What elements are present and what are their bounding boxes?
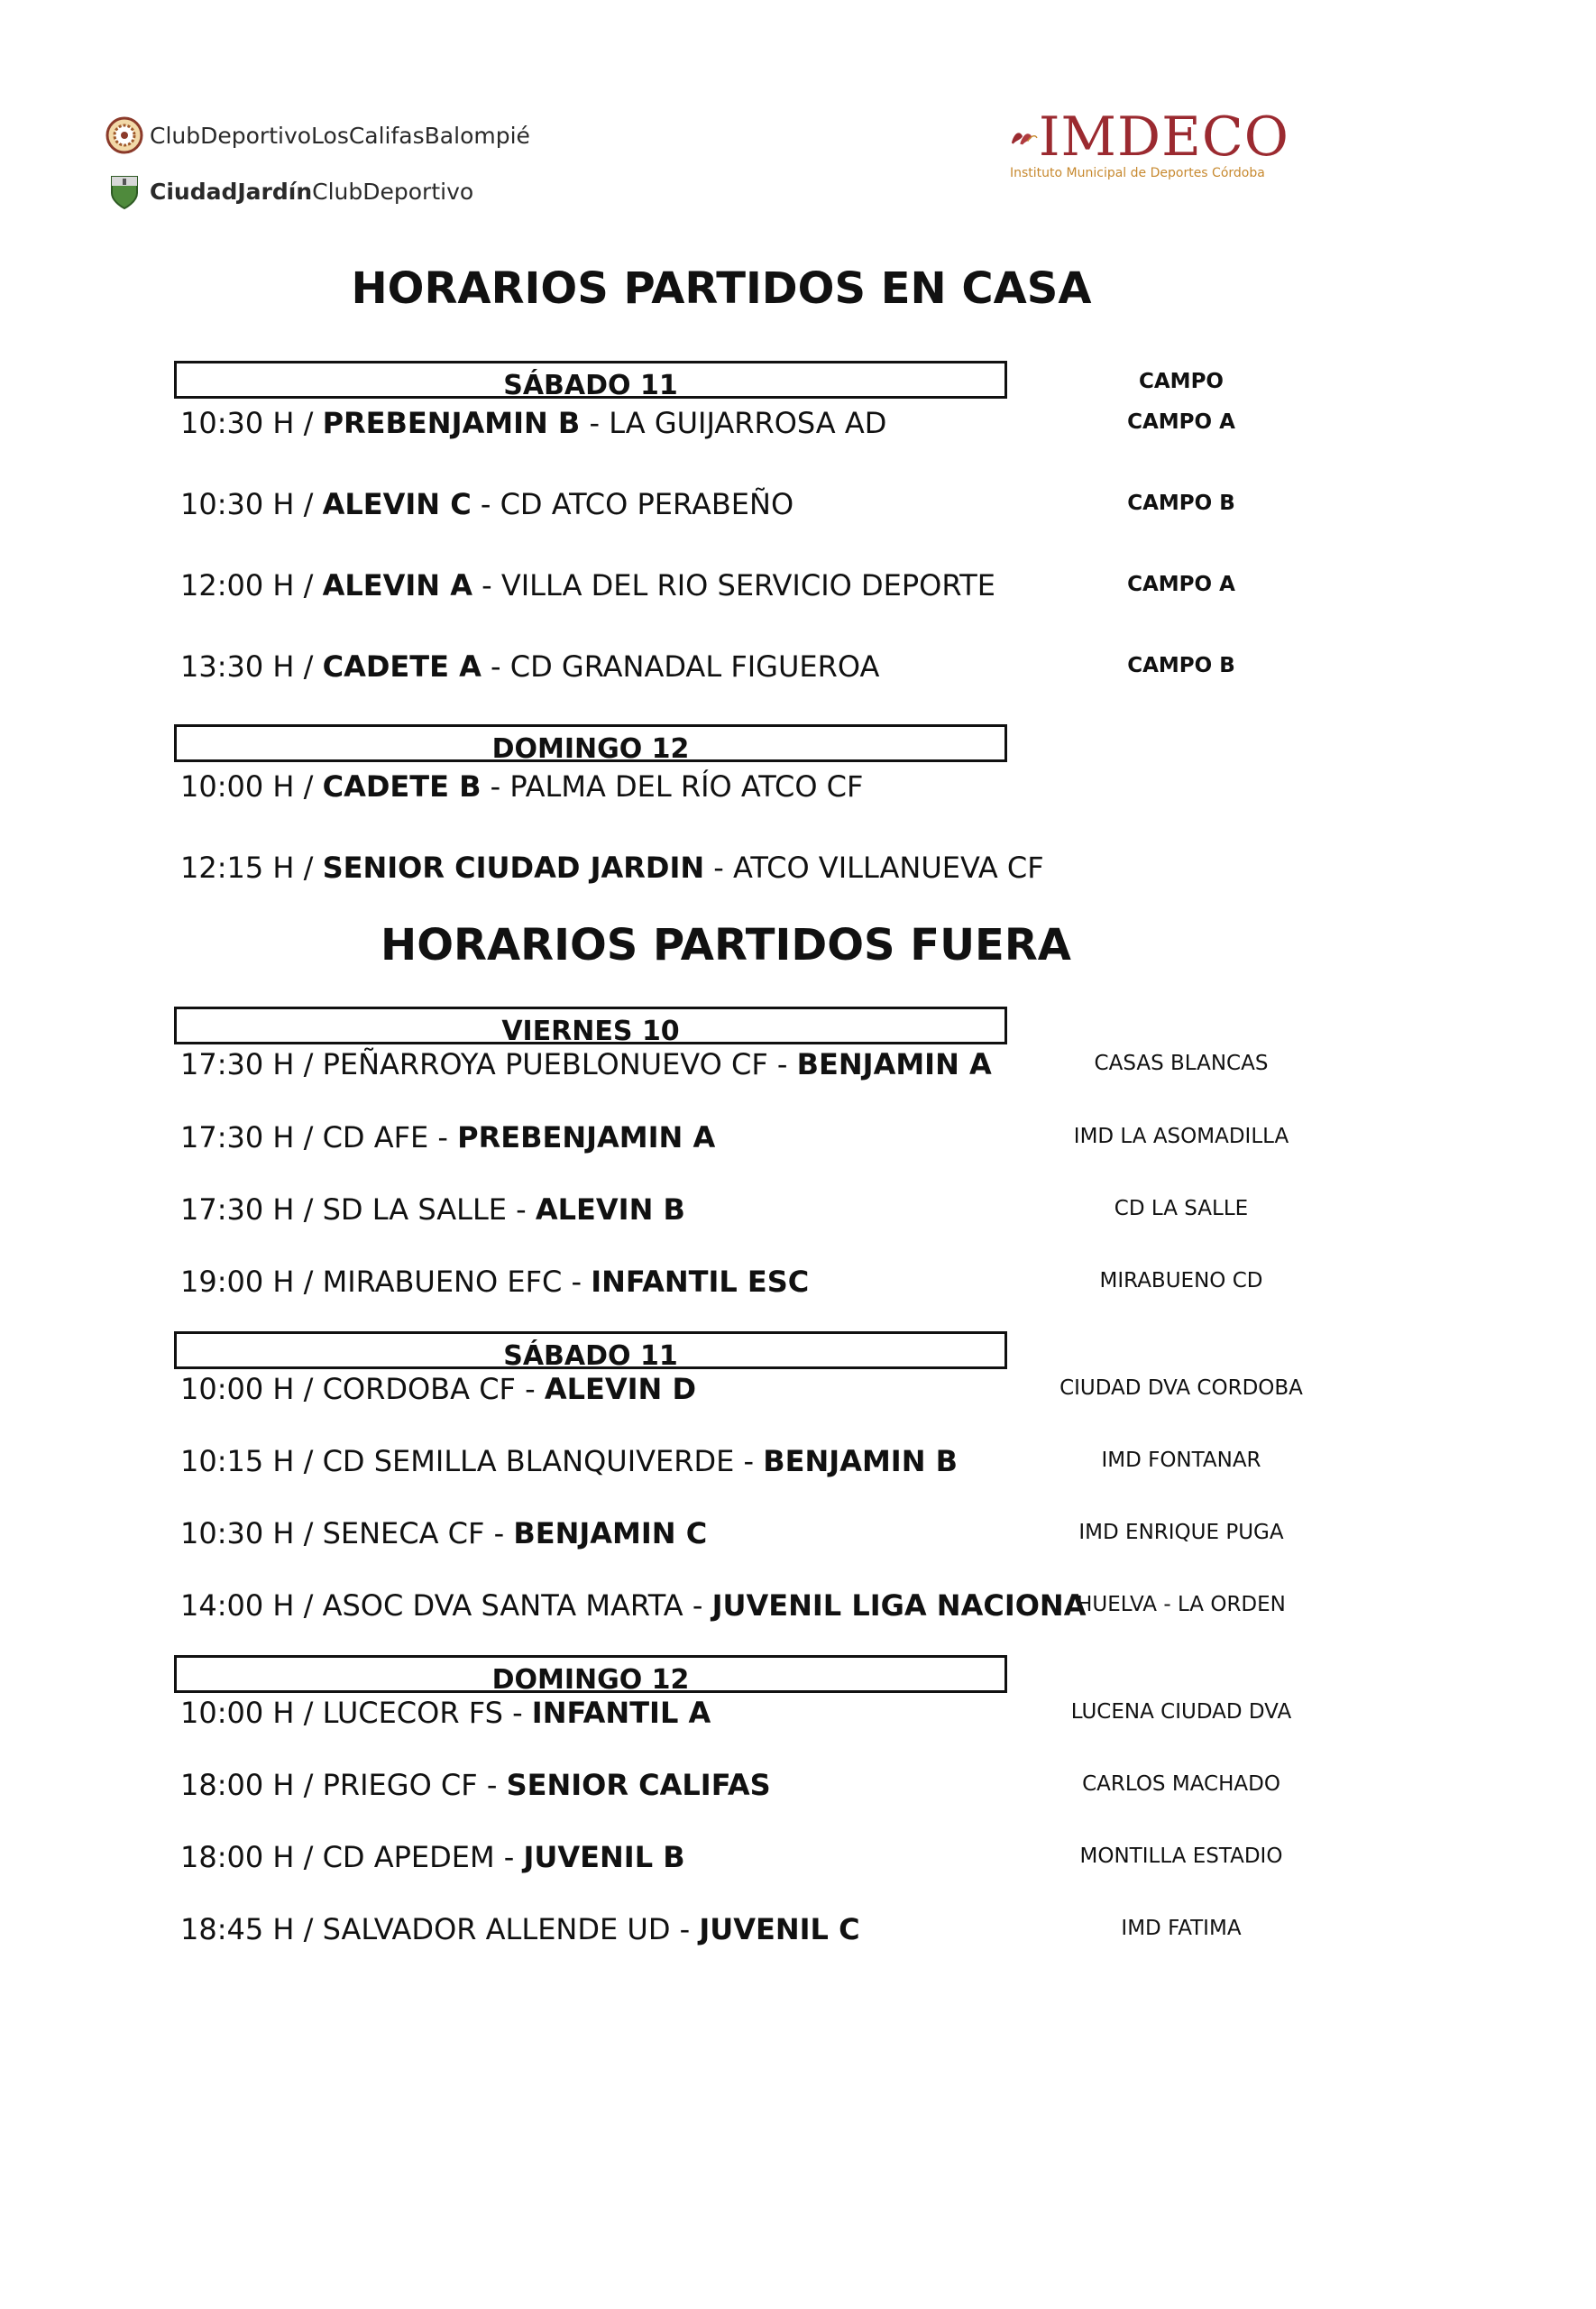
rival-team: PRIEGO CF [322,1768,478,1802]
match-row [180,1047,992,1081]
own-team: PREBENJAMIN A [457,1120,716,1154]
match-time: 10:00 H / [180,1696,323,1730]
own-team: SENIOR CALIFAS [506,1768,771,1802]
match-time: 19:00 H / [180,1265,323,1299]
match-row [180,1120,715,1154]
match-venue: CARLOS MACHADO [1082,1772,1280,1796]
own-team: ALEVIN B [535,1192,685,1227]
match-time: 10:00 H / [180,1372,323,1406]
match-venue: IMD FATIMA [1121,1917,1242,1940]
match-time: 13:30 H / [180,649,323,684]
rival-team: ASOC DVA SANTA MARTA [322,1588,683,1623]
away-day-header: SÁBADO 11 [174,1331,1007,1369]
own-team: PREBENJAMIN B [322,406,581,440]
rival-team: CD GRANADAL FIGUEROA [509,649,880,684]
match-time: 17:30 H / [180,1192,323,1227]
match-venue: CAMPO B [1127,654,1235,677]
imdeco-subtitle: Instituto Municipal de Deportes Córdoba [1010,166,1265,180]
match-row [180,568,995,603]
match-separator: - [502,1696,532,1730]
califas-crest-icon [105,115,144,155]
match-row [180,487,793,521]
rival-team: PALMA DEL RÍO ATCO CF [509,769,864,804]
match-row [180,851,1044,885]
rival-team: LUCECOR FS [322,1696,503,1730]
club-logos [105,112,530,224]
match-time: 17:30 H / [180,1047,323,1081]
match-separator: - [704,851,734,885]
match-time: 10:30 H / [180,1516,323,1550]
own-team: BENJAMIN A [796,1047,992,1081]
match-separator: - [683,1588,712,1623]
own-team: INFANTIL ESC [591,1265,810,1299]
match-separator: - [428,1120,458,1154]
own-team: BENJAMIN B [763,1444,959,1478]
match-venue: CAMPO A [1127,573,1235,596]
own-team: BENJAMIN C [513,1516,708,1550]
own-team: JUVENIL B [523,1840,685,1874]
own-team: JUVENIL LIGA NACIONA [711,1588,1087,1623]
match-row [180,406,886,440]
imdeco-emblem-icon [1010,115,1039,159]
away-day-header: VIERNES 10 [174,1007,1007,1044]
rival-team: CD AFE [322,1120,429,1154]
club2-name: CiudadJardín [150,178,313,205]
match-time: 17:30 H / [180,1120,323,1154]
club1-prefix: ClubDeportivo [150,122,312,149]
match-separator: - [670,1912,700,1946]
match-row [180,769,863,804]
club-califas-logo [105,112,530,159]
rival-team: SD LA SALLE [322,1192,507,1227]
match-row [180,1768,771,1802]
match-separator: - [481,769,510,804]
match-time: 10:00 H / [180,769,323,804]
home-schedule-title: HORARIOS PARTIDOS EN CASA [351,263,1092,314]
match-venue: CASAS BLANCAS [1094,1052,1269,1075]
ciudad-jardin-shield-icon [105,171,144,211]
match-venue: CD LA SALLE [1114,1197,1249,1220]
match-venue: MIRABUENO CD [1099,1269,1263,1292]
rival-team: CORDOBA CF [322,1372,516,1406]
match-time: 12:00 H / [180,568,323,603]
match-row [180,1696,711,1730]
home-day-header: DOMINGO 12 [174,724,1007,762]
rival-team: SENECA CF [322,1516,485,1550]
own-team: CADETE A [322,649,482,684]
match-row [180,1588,1086,1623]
rival-team: LA GUIJARROSA AD [609,406,887,440]
match-row [180,1840,685,1874]
match-row [180,1265,809,1299]
match-time: 14:00 H / [180,1588,323,1623]
rival-team: CD ATCO PERABEÑO [500,487,794,521]
match-separator: - [494,1840,524,1874]
rival-team: ATCO VILLANUEVA CF [733,851,1044,885]
match-time: 12:15 H / [180,851,323,885]
away-day-header: DOMINGO 12 [174,1655,1007,1693]
match-time: 18:00 H / [180,1840,323,1874]
match-venue: CAMPO A [1127,410,1235,434]
match-row [180,1444,958,1478]
match-row [180,1516,707,1550]
match-venue: CIUDAD DVA CORDOBA [1059,1376,1303,1400]
away-schedule-title: HORARIOS PARTIDOS FUERA [381,920,1071,971]
rival-team: CD APEDEM [322,1840,495,1874]
match-venue: IMD ENRIQUE PUGA [1078,1521,1284,1544]
match-venue: LUCENA CIUDAD DVA [1070,1700,1292,1724]
match-venue: IMD FONTANAR [1101,1449,1261,1472]
own-team: JUVENIL C [699,1912,860,1946]
match-separator: - [484,1516,514,1550]
match-separator: - [562,1265,592,1299]
match-separator: - [481,649,510,684]
match-venue: HUELVA - LA ORDEN [1077,1593,1286,1616]
match-time: 10:15 H / [180,1444,323,1478]
match-row [180,649,879,684]
own-team: ALEVIN A [322,568,472,603]
match-venue: CAMPO B [1127,492,1235,515]
match-separator: - [515,1372,545,1406]
match-venue: MONTILLA ESTADIO [1079,1844,1283,1868]
match-separator: - [734,1444,764,1478]
own-team: ALEVIN C [322,487,472,521]
own-team: SENIOR CIUDAD JARDIN [322,851,705,885]
rival-team: CD SEMILLA BLANQUIVERDE [322,1444,735,1478]
match-time: 18:45 H / [180,1912,323,1946]
match-separator: - [507,1192,536,1227]
club-ciudad-jardin-logo [105,168,530,215]
own-team: INFANTIL A [531,1696,711,1730]
match-row [180,1192,685,1227]
campo-column-header: CAMPO [1139,370,1224,393]
match-separator: - [767,1047,797,1081]
own-team: ALEVIN D [544,1372,696,1406]
club1-name: LosCalifasBalompié [311,122,530,149]
home-day-header: SÁBADO 11 [174,361,1007,399]
match-row [180,1912,860,1946]
rival-team: MIRABUENO EFC [322,1265,563,1299]
rival-team: SALVADOR ALLENDE UD [322,1912,671,1946]
club2-suffix: ClubDeportivo [312,178,474,205]
match-separator: - [477,1768,507,1802]
rival-team: PEÑARROYA PUEBLONUEVO CF [322,1047,768,1081]
match-time: 18:00 H / [180,1768,323,1802]
imdeco-logo [1010,106,1289,180]
match-time: 10:30 H / [180,487,323,521]
match-separator: - [580,406,610,440]
match-time: 10:30 H / [180,406,323,440]
own-team: CADETE B [322,769,482,804]
match-venue: IMD LA ASOMADILLA [1073,1125,1289,1148]
imdeco-name: IMDECO [1038,106,1289,169]
match-separator: - [472,568,501,603]
match-separator: - [471,487,500,521]
match-row [180,1372,696,1406]
rival-team: VILLA DEL RIO SERVICIO DEPORTE [500,568,996,603]
